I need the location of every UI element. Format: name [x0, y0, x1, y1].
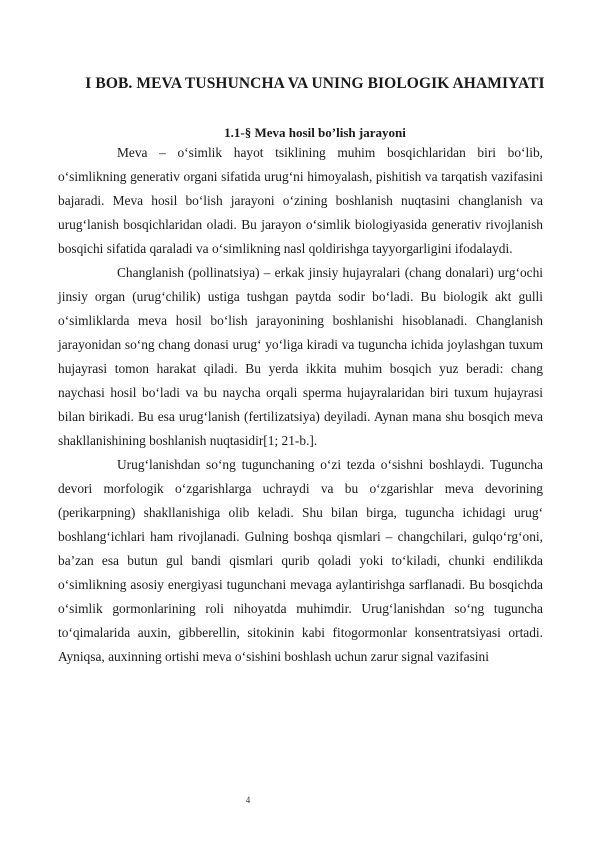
- page-number: 4: [245, 795, 251, 805]
- section-title: 1.1-§ Meva hosil bo’lish jarayoni: [224, 125, 406, 140]
- chapter-title: I BOB. MEVA TUSHUNCHA VA UNING BIOLOGIK AHAMIYATI: [85, 75, 545, 92]
- paragraph: Changlanish (pollinatsiya) – erkak jinsiy hujayralari (chang donalari) urg‘ochi jinsiy organ (urug‘chilik) ustiga tushgan paytda sodir bo‘ladi. Bu biologik akt gulli o‘simliklarda meva hosil bo‘lish jarayonining boshlanishi hisoblanadi. Changlanish jarayonidan so‘ng chang donasi urug‘ yo‘liga kiradi va tuguncha ichida joylashgan tuxum hujayrasi tomon harakat qiladi. Bu yerda ikkita muhim bosqich yuz beradi: chang naychasi hosil bo‘ladi va bu naycha orqali sperma hujayralaridan biri tuxum hujayrasi bilan birikadi. Bu esa urug‘lanish (fertilizatsiya) deyiladi. Aynan mana shu bosqich meva shakllanishining boshlanish nuqtasidir[1; 21-b.].: [58, 265, 543, 448]
- body-text: [58, 141, 543, 669]
- paragraph: Urug‘lanishdan so‘ng tugunchaning o‘zi tezda o‘sishni boshlaydi. Tuguncha devori morfologik o‘zgarishlarga uchraydi va bu o‘zgarishlar meva devorining (perikarpning) shakllanishiga olib keladi. Shu bilan birga, tuguncha ichidagi urug‘ boshlang‘ichlari ham rivojlanadi. Gulning boshqa qismlari – changchilari, gulqo‘rg‘oni, ba’zan esa butun gul bandi qismlari qurib qoladi yoki to‘kiladi, chunki endilikda o‘simlikning asosiy energiyasi tugunchani mevaga aylantirishga sarflanadi. Bu bosqichda o‘simlik gormonlarining roli nihoyatda muhimdir. Urug‘lanishdan so‘ng tuguncha to‘qimalarida auxin, gibberellin, sitokinin kabi fitogormonlar konsentratsiyasi ortadi. Ayniqsa, auxinning ortishi meva o‘sishini boshlash uchun zarur signal vazifasini: [58, 457, 543, 664]
- paragraph: Meva – o‘simlik hayot tsiklining muhim bosqichlaridan biri bo‘lib, o‘simlikning generativ organi sifatida urug‘ni himoyalash, pishitish va tarqatish vazifasini bajaradi. Meva hosil bo‘lish jarayoni o‘zining boshlanish nuqtasini changlanish va urug‘lanish bosqichlaridan oladi. Bu jarayon o‘simlik biologiyasida generativ rivojlanish bosqichi sifatida qaraladi va o‘simlikning nasl qoldirishga tayyorgarligini ifodalaydi.: [58, 145, 543, 256]
